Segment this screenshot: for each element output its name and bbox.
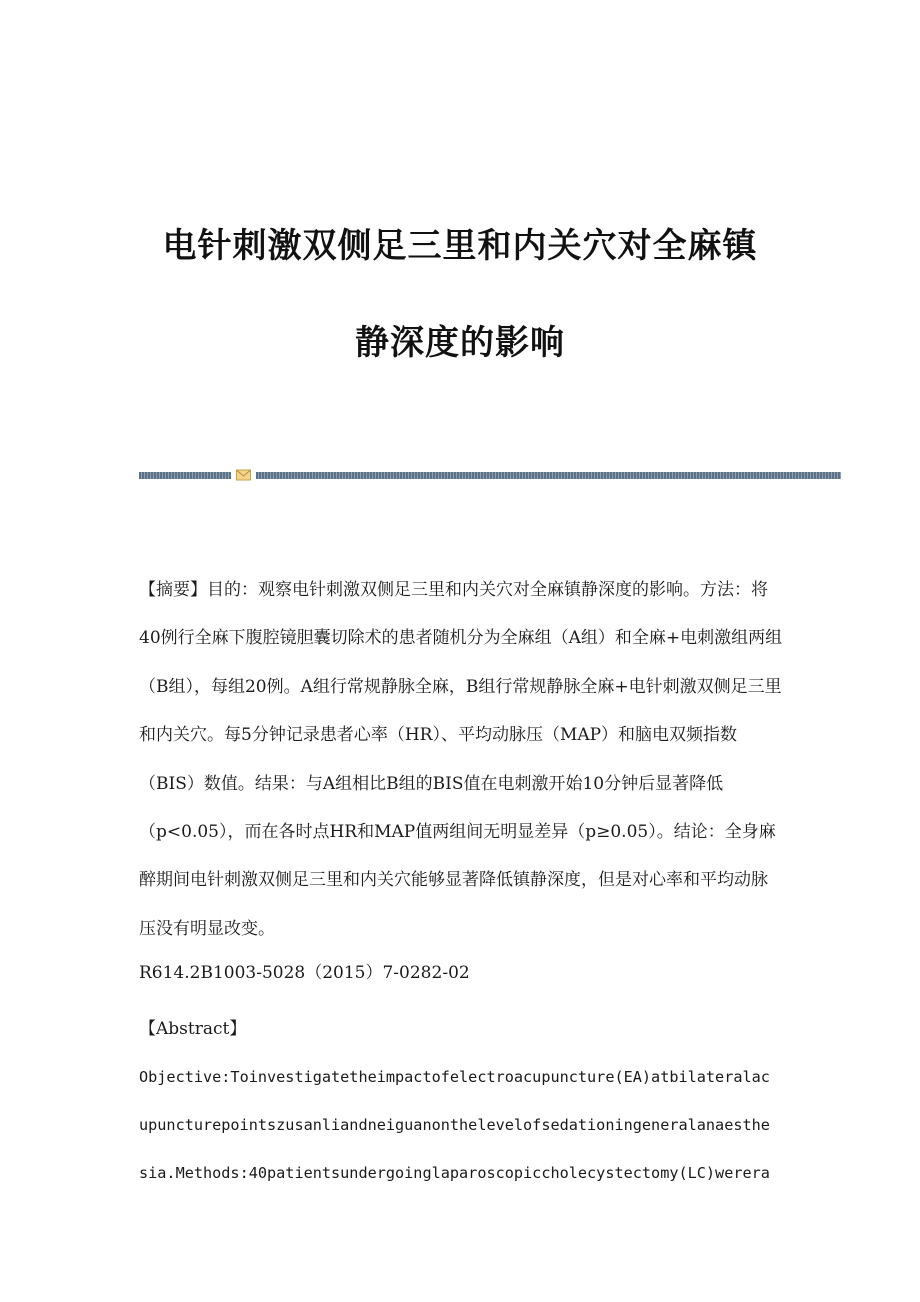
english-abstract-line: sia.Methods:40patientsundergoinglaparoscopiccholecystectomy(LC)werera [139,1164,770,1182]
title-divider [139,469,841,481]
chinese-abstract: 【摘要】目的：观察电针刺激双侧足三里和内关穴对全麻镇静深度的影响。方法：将40例行全麻下腹腔镜胆囊切除术的患者随机分为全麻组（A组）和全麻+电刺激组两组（B组），每组20例。A组行常规静脉全麻，B组行常规静脉全麻+电针刺激双侧足三里和内关穴。每5分钟记录患者心率（HR）、平均动脉压（MAP）和脑电双频指数（BIS）数值。结果：与A组相比B组的BIS值在电刺激开始10分钟后显著降低（p<0.05），而在各时点HR和MAP值两组间无明显差异（p≥0.05）。结论：全身麻醉期间电针刺激双侧足三里和内关穴能够显著降低镇静深度，但是对心率和平均动脉压没有明显改变。 [139,580,783,939]
english-abstract-line: Objective:Toinvestigatetheimpactofelectroacupuncture(EA)atbilateralac [139,1068,770,1086]
divider-bar-left [139,472,231,479]
paper-title-line-1: 电针刺激双侧足三里和内关穴对全麻镇 [162,226,758,266]
english-abstract-heading: 【Abstract】 [139,1019,247,1039]
english-abstract-line: upuncturepointszusanliandneiguanonthelevelofsedationingeneralanaesthe [139,1116,770,1134]
paper-title-line-2: 静深度的影响 [355,323,565,363]
classification-code: R614.2B1003-5028（2015）7-0282-02 [139,963,470,983]
envelope-icon [236,469,251,481]
divider-bar-right [256,472,841,479]
